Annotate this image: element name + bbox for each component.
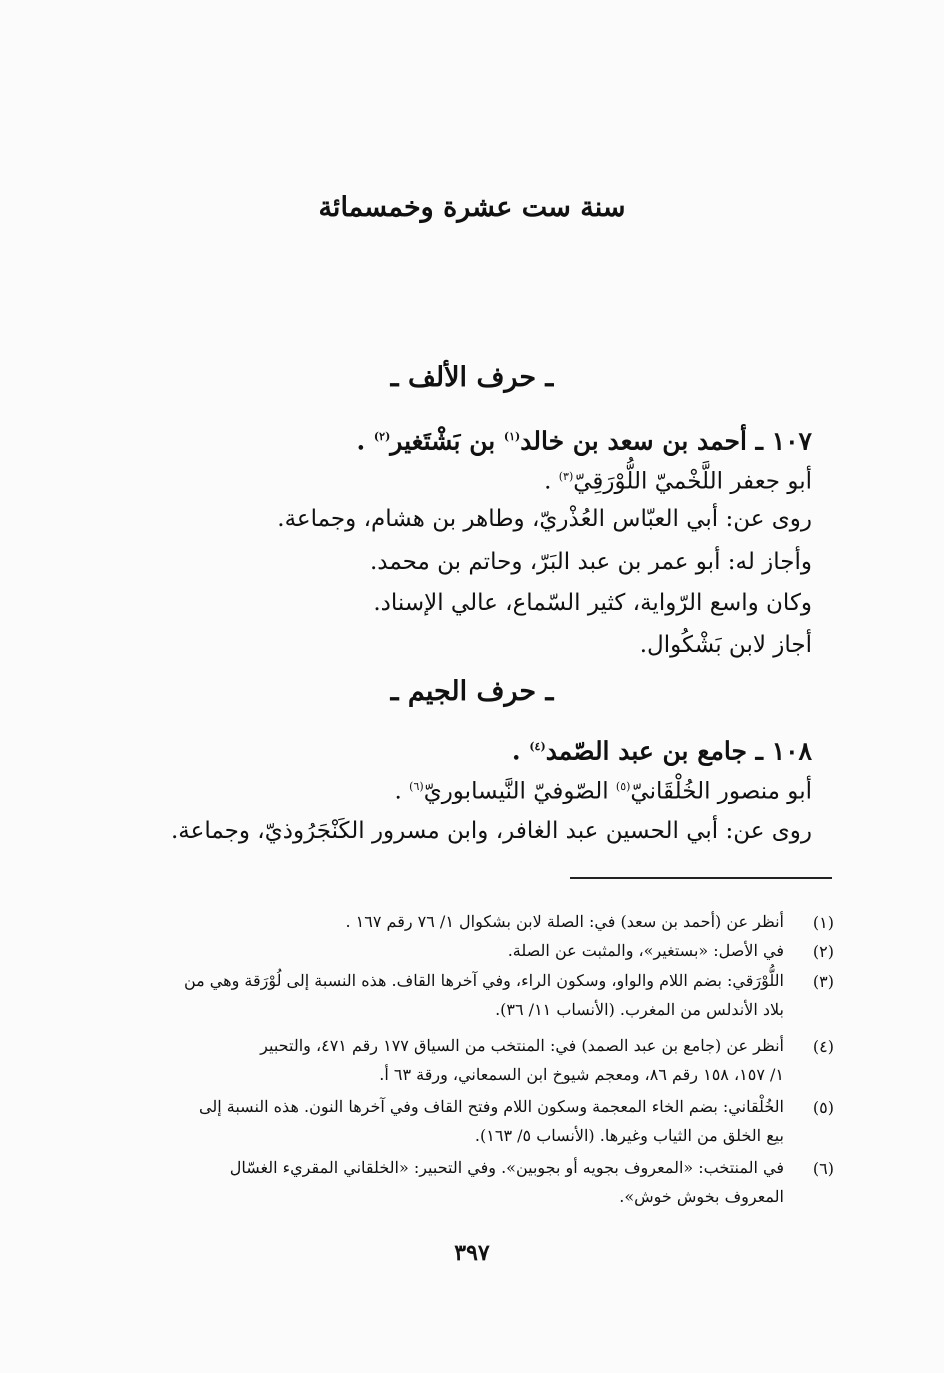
entry-108-line-2: روى عن: أبي الحسين عبد الغافر، وابن مسرور الكَنْجَرُوذيّ، وجماعة. — [170, 818, 812, 844]
footnote-6-number: (٦) — [812, 1159, 834, 1178]
footnote-4-line-2: ١/ ١٥٧، ١٥٨ رقم ٨٦، ومعجم شيوخ ابن السمعاني، ورقة ٦٣ أ. — [379, 1065, 784, 1084]
footnote-3-number: (٣) — [812, 972, 834, 991]
footnote-ref-5[interactable]: (٥) — [615, 780, 631, 793]
footnote-5-line-1: الخُلْقاني: بضم الخاء المعجمة وسكون اللام وفتح القاف وفي آخرها النون. هذه النسبة إلى — [199, 1097, 784, 1116]
entry-108-kunya-end: . — [394, 778, 410, 805]
footnote-5-line-2: بيع الخلق من الثياب وغيرها. (الأنساب ٥/ ١٦٣). — [474, 1126, 784, 1145]
footnote-ref-2[interactable]: (٢) — [373, 430, 391, 443]
year-title: سنة ست عشرة وخمسمائة — [318, 192, 626, 223]
entry-108-end: . — [511, 736, 530, 766]
entry-108-nisba: الصّوفيّ النَّيسابوريّ — [423, 778, 616, 805]
footnote-5-number: (٥) — [812, 1098, 834, 1117]
section-title-alif: ـ حرف الألف ـ — [390, 362, 554, 393]
footnote-ref-1[interactable]: (١) — [503, 430, 521, 443]
footnote-ref-3[interactable]: (٣) — [558, 470, 574, 483]
footnote-ref-4[interactable]: (٤) — [529, 740, 546, 753]
footnote-3-line-1: اللُّوْرَقي: بضم اللام والواو، وسكون الراء، وفي آخرها القاف. هذه النسبة إلى لُوْرَقة وهي من — [183, 971, 784, 990]
footnote-3-line-2: بلاد الأندلس من المغرب. (الأنساب ١١/ ٣٦). — [495, 1000, 784, 1019]
page-number: ٣٩٧ — [454, 1240, 490, 1266]
footnote-1-number: (١) — [812, 913, 834, 932]
entry-107-line-4: وكان واسع الرّواية، كثير السّماع، عالي الإسناد. — [373, 590, 812, 616]
entry-108-line-1 — [395, 768, 812, 811]
entry-107-name: ١٠٧ ـ أحمد بن سعد بن خالد — [520, 426, 812, 456]
entry-107-line-2: روى عن: أبي العبّاس العُذْريّ، وطاهر بن هشام، وجماعة. — [277, 506, 812, 532]
entry-107-line-5: أجاز لابن بَشْكُوال. — [639, 632, 812, 658]
section-title-jim: ـ حرف الجيم ـ — [390, 676, 554, 707]
entry-108-heading — [512, 728, 812, 770]
footnote-6-line-1: في المنتخب: «المعروف بجويه أو بجوبين». وفي التحبير: «الخلقاني المقريء الغسّال — [229, 1158, 784, 1177]
footnote-6-line-2: المعروف بخوش خوش». — [619, 1187, 784, 1206]
entry-108-kunya: أبو منصور الخُلْقَانيّ — [630, 778, 812, 805]
footnote-2-text: في الأصل: «بستغير»، والمثبت عن الصلة. — [507, 941, 784, 960]
footnote-1-text: أنظر عن (أحمد بن سعد) في: الصلة لابن بشكوال ١/ ٧٦ رقم ١٦٧ . — [345, 912, 784, 931]
footnote-4-number: (٤) — [812, 1037, 834, 1056]
entry-107-heading — [357, 418, 813, 460]
entry-108-name: ١٠٨ ـ جامع بن عبد الصّمد — [545, 736, 812, 766]
entry-107-kunya: أبو جعفر اللَّخْميّ اللُّوْرَقِيّ — [573, 468, 812, 495]
entry-107-end: . — [356, 426, 374, 456]
entry-107-line-1 — [544, 458, 812, 501]
entry-107-kunya-end: . — [544, 468, 559, 495]
entry-107-name-cont: بن بَشْتَغير — [390, 426, 504, 456]
footnote-2-number: (٢) — [812, 942, 834, 961]
entry-107-line-3: وأجاز له: أبو عمر بن عبد البَرّ، وحاتم بن محمد. — [370, 549, 812, 575]
footnote-4-line-1: أنظر عن (جامع بن عبد الصمد) في: المنتخب من السياق ١٧٧ رقم ٤٧١، والتحبير — [260, 1036, 784, 1055]
footnote-ref-6[interactable]: (٦) — [409, 780, 424, 793]
footnote-separator — [570, 877, 832, 879]
